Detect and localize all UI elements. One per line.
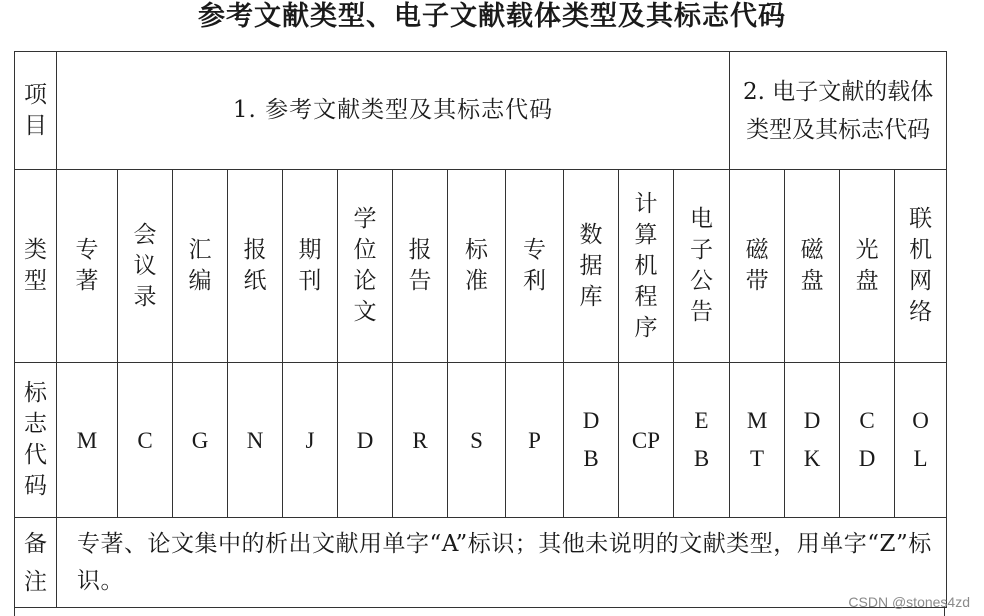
- ref-type-name: 期刊: [298, 237, 322, 294]
- ref-type-cell: [228, 170, 283, 363]
- carrier-type-name: 磁盘: [800, 237, 824, 294]
- item-label: 项目: [23, 81, 47, 139]
- ref-type-name: 计算机程序: [634, 190, 658, 341]
- ref-type-code: S: [470, 427, 483, 453]
- carrier-type-name: 光盘: [855, 237, 879, 294]
- code-label-cell: [15, 363, 57, 518]
- ref-type-cell: [674, 170, 730, 363]
- ref-type-code-cell: [674, 363, 730, 518]
- ref-type-cell: [506, 170, 564, 363]
- ref-type-code-cell: [57, 363, 118, 518]
- ref-type-name: 报纸: [243, 237, 267, 294]
- ref-type-cell: [283, 170, 338, 363]
- ref-types-heading: 1. 参考文献类型及其标志代码: [57, 52, 730, 170]
- ref-type-cell: [619, 170, 674, 363]
- carrier-type-code-cell: [840, 363, 895, 518]
- ref-type-code-cell: [448, 363, 506, 518]
- code-row: [15, 363, 947, 518]
- carrier-type-code-cell: [730, 363, 785, 518]
- table-continuation-border: [14, 606, 945, 616]
- ref-type-code-cell: [564, 363, 619, 518]
- ref-type-name: 数据库: [579, 221, 603, 310]
- carrier-type-code: MT: [746, 408, 768, 471]
- note-label: 备注: [23, 530, 47, 595]
- ref-type-code: G: [191, 427, 209, 453]
- code-label: 标志代码: [23, 380, 47, 499]
- carrier-type-code: OL: [912, 408, 929, 471]
- ref-type-name: 学位论文: [353, 206, 377, 325]
- ref-type-code: C: [137, 427, 153, 453]
- ref-type-name: 报告: [408, 237, 432, 294]
- ref-type-code-cell: [506, 363, 564, 518]
- ref-type-cell: [173, 170, 228, 363]
- ref-type-code-cell: [228, 363, 283, 518]
- ref-type-cell: [448, 170, 506, 363]
- type-label: 类型: [23, 237, 47, 294]
- ref-type-code: N: [246, 427, 264, 453]
- ref-type-cell: [57, 170, 118, 363]
- ref-type-cell: [118, 170, 173, 363]
- type-label-cell: [15, 170, 57, 363]
- carrier-type-code-cell: [895, 363, 947, 518]
- note-text: 专著、论文集中的析出文献用单字“A”标识；其他未说明的文献类型，用单字“Z”标识。: [57, 518, 947, 608]
- ref-type-cell: [564, 170, 619, 363]
- ref-type-code: EB: [693, 408, 710, 471]
- ref-type-code-cell: [118, 363, 173, 518]
- carrier-type-name: 联机网络: [909, 206, 933, 325]
- ref-type-code: DB: [582, 408, 600, 471]
- reference-code-table-wrapper: [14, 51, 947, 608]
- ref-type-name: 会议录: [133, 221, 157, 310]
- note-row: [15, 518, 947, 608]
- ref-type-cell: [393, 170, 448, 363]
- ref-type-cell: [338, 170, 393, 363]
- ref-type-code-cell: [619, 363, 674, 518]
- carrier-type-code: DK: [803, 408, 821, 471]
- carrier-type-cell: [840, 170, 895, 363]
- reference-code-table: [14, 51, 947, 608]
- carrier-types-heading: 2. 电子文献的载体类型及其标志代码: [730, 52, 947, 170]
- carrier-type-cell: [895, 170, 947, 363]
- table-header-row: [15, 52, 947, 170]
- item-label-cell: [15, 52, 57, 170]
- ref-type-code: P: [528, 427, 541, 453]
- ref-type-code: CP: [631, 427, 661, 453]
- ref-type-code-cell: [173, 363, 228, 518]
- ref-type-name: 标准: [464, 237, 488, 294]
- document-title: 参考文献类型、电子文献载体类型及其标志代码: [198, 1, 786, 32]
- carrier-type-name: 磁带: [745, 237, 769, 294]
- carrier-type-cell: [730, 170, 785, 363]
- ref-type-code: D: [356, 427, 374, 453]
- ref-type-code-cell: [393, 363, 448, 518]
- ref-type-code-cell: [283, 363, 338, 518]
- ref-type-name: 电子公告: [690, 206, 714, 325]
- ref-type-name: 专著: [75, 237, 99, 294]
- carrier-type-code: CD: [858, 408, 876, 471]
- carrier-type-cell: [785, 170, 840, 363]
- watermark: CSDN @stones4zd: [848, 594, 970, 610]
- type-row: [15, 170, 947, 363]
- carrier-type-code-cell: [785, 363, 840, 518]
- ref-type-name: 专利: [522, 237, 546, 294]
- ref-type-code: R: [412, 427, 428, 453]
- ref-type-code-cell: [338, 363, 393, 518]
- note-label-cell: [15, 518, 57, 608]
- ref-type-name: 汇编: [188, 237, 212, 294]
- ref-type-code: J: [305, 427, 315, 453]
- ref-type-code: M: [76, 427, 98, 453]
